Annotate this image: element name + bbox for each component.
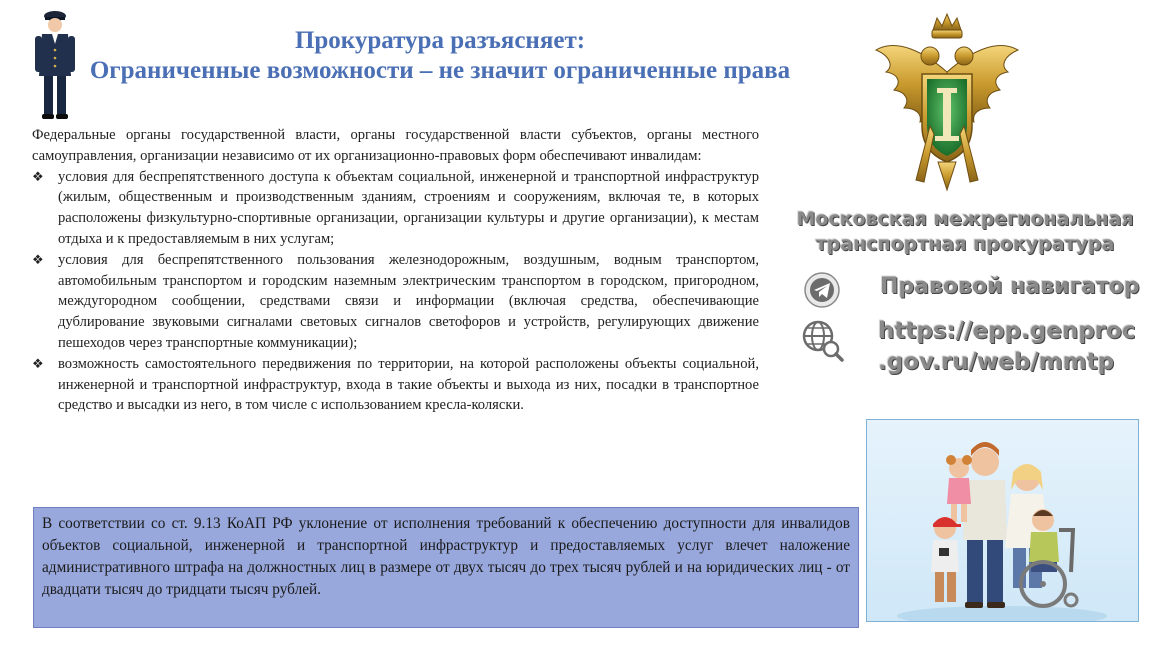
- list-item: [32, 250, 759, 354]
- list-item: [32, 167, 759, 250]
- list-item-text: возможность самостоятельного передвижения по территории, на которой расположены объекты социальной, инженерной и транспортной инфраструктур, входа в такие объекты и выхода из них, посадки в транспортное средство и высадки из него, в том числе с использованием кресла-коляски.: [58, 355, 759, 414]
- list-item-text: условия для беспрепятственного пользования железнодорожным, воздушным, водным транспортом, автомобильным транспортом и городским наземным электрическим транспортом в городском, пригородном, междугородном сообщении, средствами связи и информации (включая средства, обеспечивающие дублирование звуковыми сигналами световых сигналов светофоров и устройств, регулирующих движение пешеходов через транспортные коммуникации);: [58, 251, 759, 351]
- family-illustration: [866, 419, 1139, 622]
- diamond-bullet-icon: ❖: [32, 251, 44, 267]
- penalty-notice-box: [33, 507, 859, 628]
- website-link[interactable]: [878, 316, 1148, 378]
- org-line-2: транспортная прокуратура: [815, 233, 1115, 255]
- diamond-bullet-icon: ❖: [32, 168, 44, 184]
- globe-search-icon[interactable]: [800, 318, 844, 362]
- list-item: [32, 354, 759, 416]
- title-line-2: Ограниченные возможности – не значит ограниченные права: [89, 57, 791, 84]
- penalty-notice-text: В соответствии со ст. 9.13 КоАП РФ уклонение от исполнения требований к обеспечению доступности для инвалидов объектов социальной, инженерной и транспортной инфраструктур и предоставляемых услуг влечет наложение административного штрафа на должностных лиц в размере от двух тысяч до трех тысяч рублей и на юридических лиц - от двадцати тысяч до тридцати тысяч рублей.: [42, 515, 850, 598]
- prosecutor-emblem-logo: [872, 10, 1022, 196]
- legal-navigator-label[interactable]: Правовой навигатор: [880, 274, 1140, 299]
- organization-name: [780, 207, 1150, 257]
- diamond-bullet-icon: ❖: [32, 355, 44, 371]
- telegram-icon[interactable]: [804, 272, 840, 308]
- conditions-list: [32, 167, 759, 417]
- url-line-1: https://epp.genproc: [878, 318, 1136, 344]
- list-item-text: условия для беспрепятственного доступа к объектам социальной, инженерной и транспортной инфраструктур (жилым, общественным и производственным зданиям, строениям и сооружениям, включая те, в которых расположены физкультурно-спортивные организации, организации культуры и другие организации), к местам отдыха и к предоставляемым в них услугам;: [58, 168, 759, 247]
- intro-paragraph: Федеральные органы государственной власти, органы государственной власти субъектов, органы местного самоуправления, организации независимо от их организационно-правовых форм обеспечивают инвалидам:: [32, 127, 759, 164]
- org-line-1: Московская межрегиональная: [796, 208, 1134, 230]
- page-title: [70, 26, 810, 86]
- main-text-block: [32, 125, 759, 416]
- title-line-1: Прокуратура разъясняет:: [294, 27, 586, 54]
- url-line-2: .gov.ru/web/mmtp: [878, 349, 1115, 375]
